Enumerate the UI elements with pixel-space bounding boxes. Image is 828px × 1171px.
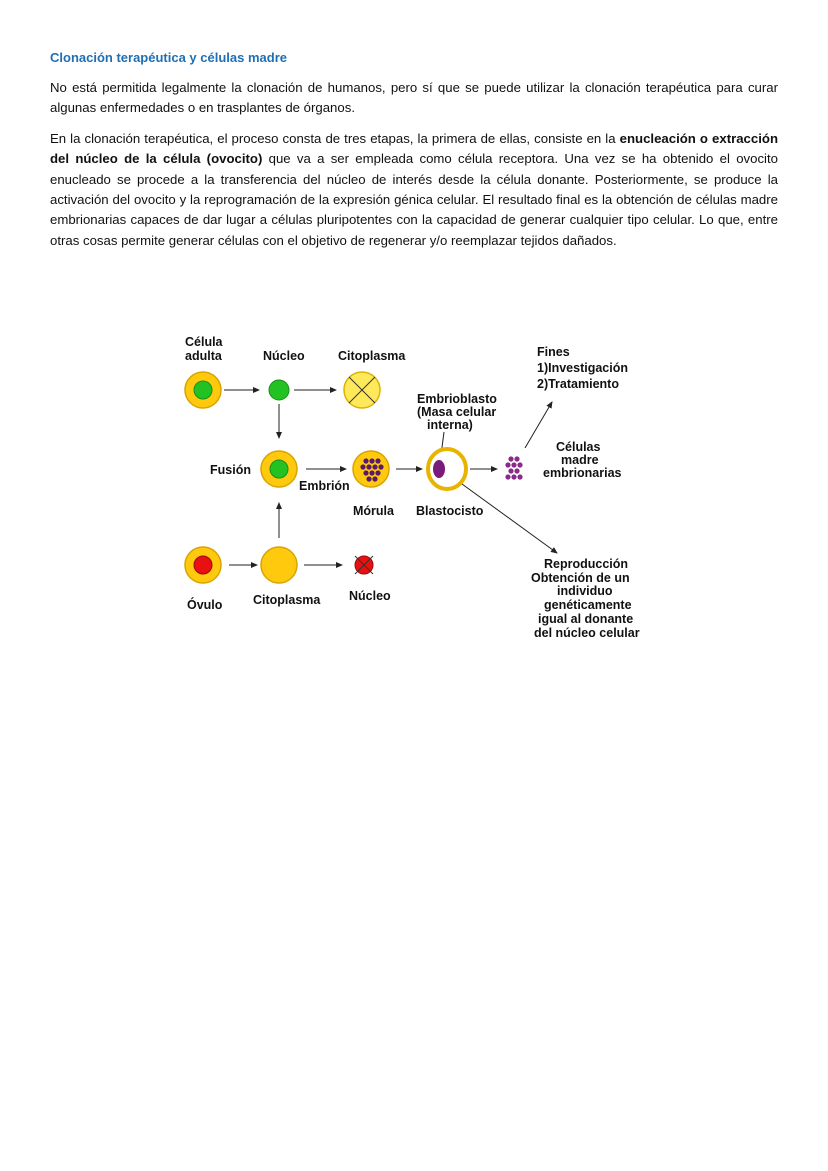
label-fines-2: 2)Tratamiento xyxy=(537,377,619,391)
paragraph-2-bold: enucleación o extracción del núcleo de la célula (ovocito) xyxy=(50,130,778,167)
morula-cell xyxy=(353,451,389,487)
label-fines-1: 1)Investigación xyxy=(537,361,628,375)
label-embrioblasto-1: Embrioblasto xyxy=(417,392,497,406)
label-celulas-madre-2: madre xyxy=(561,453,599,467)
enucleated-ovum xyxy=(261,547,297,583)
section-title: Clonación terapéutica y células madre xyxy=(50,50,287,65)
paragraph-2-text-a: En la clonación terapéutica, el proceso consta de tres etapas, la primera de ellas, consiste en la xyxy=(50,130,620,146)
label-fines: Fines xyxy=(537,345,570,359)
label-repro-2: Obtención de un xyxy=(531,571,630,585)
adult-cell-nucleus xyxy=(194,381,212,399)
label-repro-4: genéticamente xyxy=(544,598,632,612)
label-embrion: Embrión xyxy=(299,479,350,493)
label-nucleo-top: Núcleo xyxy=(263,349,305,363)
label-repro-1: Reproducción xyxy=(544,557,629,571)
label-fusion: Fusión xyxy=(210,463,251,477)
label-citoplasma-bottom: Citoplasma xyxy=(253,593,321,607)
label-embrioblasto-2: (Masa celular xyxy=(417,405,497,419)
label-ovulo: Óvulo xyxy=(187,598,223,612)
arrow-fines xyxy=(525,402,552,448)
ovum-nucleus xyxy=(194,556,212,574)
paragraph-1: No está permitida legalmente la clonación de humanos, pero sí que se puede utilizar la clonación terapéutica para curar algunas enfermedades o en trasplantes de órganos. xyxy=(50,80,778,116)
fused-cell-nucleus xyxy=(270,460,288,478)
stem-cells-cluster xyxy=(505,456,522,479)
label-celula-adulta-2: adulta xyxy=(185,349,222,363)
embryoblast-mass xyxy=(433,460,445,478)
label-nucleo-bottom: Núcleo xyxy=(349,589,391,603)
label-repro-5: igual al donante xyxy=(538,612,634,626)
label-citoplasma-top: Citoplasma xyxy=(338,349,406,363)
label-repro-3: individuo xyxy=(557,584,613,598)
label-blastocisto: Blastocisto xyxy=(416,504,484,518)
label-celulas-madre-1: Células xyxy=(556,440,601,454)
label-repro-6: del núcleo celular xyxy=(534,626,640,640)
paragraph-2-text-b: que va a ser empleada como célula receptora. Una vez se ha obtenido el ovocito enucleado se procede a la transferencia del núcleo de interés desde la célula donante. Posteriormente, se produce la activación del ovocito y la reprogramación de la expresión génica celular. El resultado final es la obtención de células madre embrionarias capaces de dar lugar a células pluripotentes con la capacidad de generar cualquier tipo celular. Lo que, entre otras cosas permite generar células con el objetivo de regenerar y/o reemplazar tejidos dañados. xyxy=(50,151,778,248)
label-embrioblasto-3: interna) xyxy=(427,418,473,432)
label-celulas-madre-3: embrionarias xyxy=(543,466,622,480)
donor-nucleus xyxy=(269,380,289,400)
label-morula: Mórula xyxy=(353,504,394,518)
label-celula-adulta-1: Célula xyxy=(185,335,223,349)
arrow-reproduccion xyxy=(462,484,557,553)
